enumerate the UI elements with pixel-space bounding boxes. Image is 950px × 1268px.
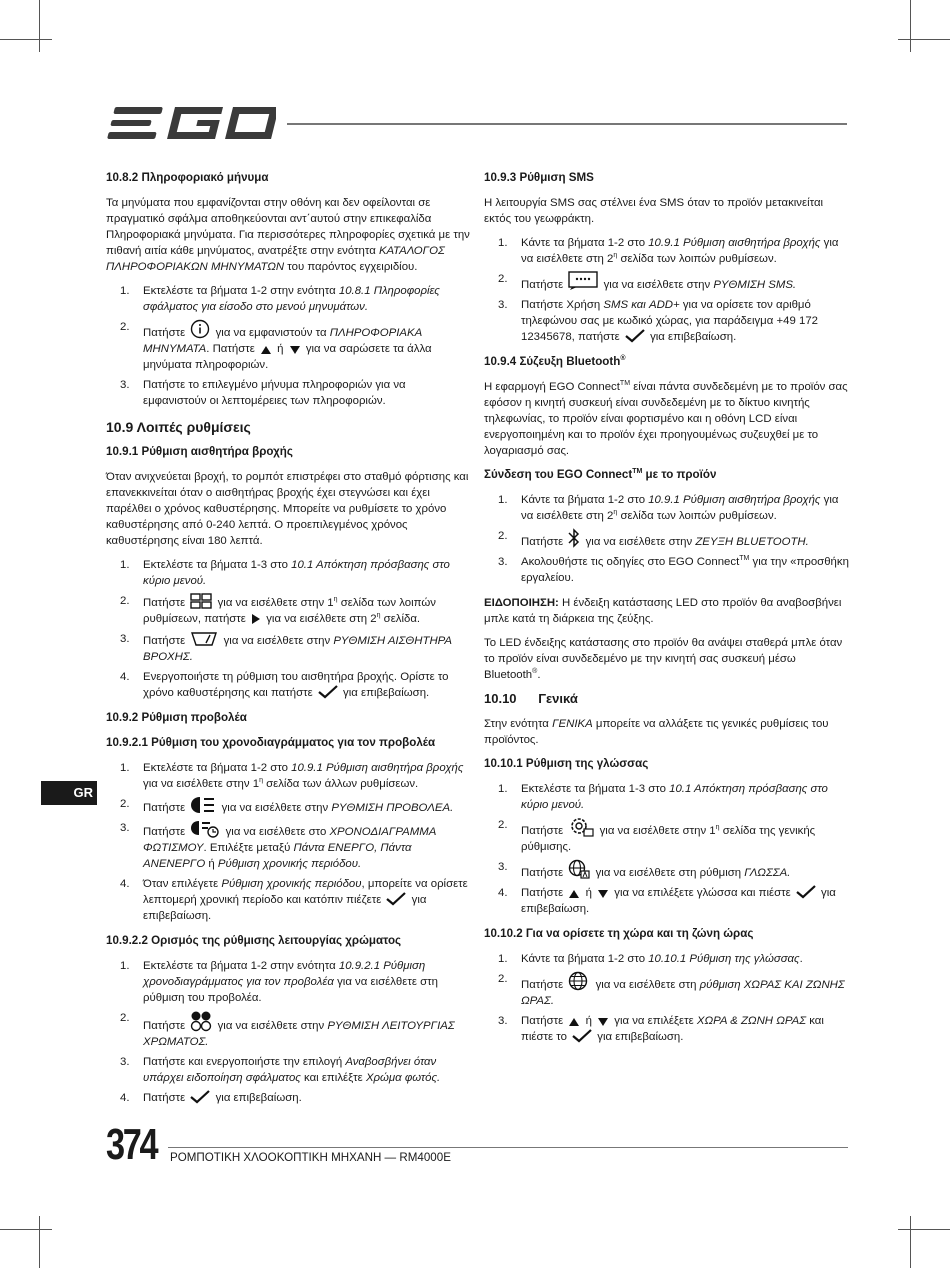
headlight-icon [190,796,216,814]
language-icon [568,859,590,879]
list-item: 3. Πατήστε ή για να επιλέξετε ΧΩΡΑ & ΖΩΝΗ ΩΡΑΣ και πιέστε το για επιβεβαίωση. [498,1015,824,1043]
section-10-9-3-title: 10.9.3 Ρύθμιση SMS [484,171,594,184]
section-10-9-4-intro: Η εφαρμογή EGO Connect™ είναι πάντα συνδεδεμένη με το προϊόν σας εφόσον η κινητή συσκευή είναι συνδεδεμένη με το δίκτυο κινητής τηλεφωνίας, το προϊόν είναι φορτισμένο και η οθόνη LCD είναι ενεργοποιημένη και το προϊόν έχει προηγουμένως συζευχθεί με το λογαριασμό σας. [484,380,848,457]
section-10-10-2-title: 10.10.2 Για να ορίσετε τη χώρα και τη ζώνη ώρας [484,927,754,940]
list-item: 3. Πατήστε για να εισέλθετε στην ΡΥΘΜΙΣΗ ΑΙΣΘΗΤΗΡΑ ΒΡΟΧΗΣ. [120,633,452,663]
section-10-9-2-1-title: 10.9.2.1 Ρύθμιση του χρονοδιαγράμματος για τον προβολέα [106,736,436,749]
section-10-8-2-title: 10.8.2 Πληροφοριακό μήνυμα [106,171,269,184]
right-column [484,170,849,1054]
list-item: 3. Πατήστε Χρήση SMS και ADD+ για να ορίσετε τον αριθμό τηλεφώνου σας με κωδικό χώρας, για παράδειγμα +49 172 12345678, πατήστε για επιβεβαίωση. [498,299,818,343]
ego-connect-title: Σύνδεση του EGO Connect™ με το προϊόν [484,468,717,481]
rain-sensor-icon [190,631,218,647]
arrow-up-icon [568,1017,580,1027]
section-10-9-2-2-title: 10.9.2.2 Ορισμός της ρύθμισης λειτουργίας χρώματος [106,934,402,947]
section-10-9-3-steps [484,235,849,345]
list-item: 2. Πατήστε για να εισέλθετε στην ΡΥΘΜΙΣΗ SMS. [498,273,797,291]
list-item: 2. Πατήστε για να εισέλθετε στην $1^\eta$ σελίδα της γενικής ρύθμισης. [498,819,816,853]
list-item: 1. Εκτελέστε τα βήματα 1-2 στην ενότητα 10.8.1 Πληροφορίες σφάλματος για είσοδο στο μενού μηνυμάτων. [120,285,440,313]
led-paragraph: Το LED ένδειξης κατάστασης στο προϊόν θα ανάψει σταθερά μπλε όταν το προϊόν είναι συνδεδεμένο με την κινητή σας συσκευή μέσω Bluetooth®. [484,637,843,681]
arrow-up-icon [568,889,580,899]
section-10-9-1-title: 10.9.1 Ρύθμιση αισθητήρα βροχής [106,445,293,458]
section-10-8-2-steps [106,283,471,409]
timezone-globe-icon [568,971,590,991]
list-item: 2. Πατήστε για να εμφανιστούν τα ΠΛΗΡΟΦΟΡΙΑΚΑ ΜΗΝΥΜΑΤΑ. Πατήστε ή για να σαρώσετε τα άλλα μηνύματα πληροφοριών. [120,321,432,371]
arrow-down-icon [597,889,609,899]
list-item: 2. Πατήστε για να εισέλθετε στη ρύθμιση ΧΩΡΑΣ ΚΑΙ ΖΩΝΗΣ ΩΡΑΣ. [498,973,845,1007]
checkmark-icon [190,1090,210,1104]
checkmark-icon [796,885,816,899]
section-10-9-2-1-steps [106,760,471,924]
section-10-10-intro: Στην ενότητα ΓΕΝΙΚΑ μπορείτε να αλλάξετε τις γενικές ρυθμίσεις του προϊόντος. [484,718,829,746]
notice-paragraph: ΕΙΔΟΠΟΙΗΣΗ: Η ένδειξη κατάστασης LED στο προϊόν θα αναβοσβήνει μπλε κατά τη διάρκεια της ζεύξης. [484,597,842,625]
bluetooth-icon [568,528,580,548]
headlight-schedule-icon [190,820,220,838]
section-10-9-1-intro: Όταν ανιχνεύεται βροχή, το ρομπότ επιστρέφει στο σταθμό φόρτισης και επανεκκινείται όταν ο αισθητήρας βροχής έχει στεγνώσει και έχει παρέλθει ο χρόνος καθυστέρησης. Μπορείτε να ρυθμίσετε το χρόνο καθυστέρησης από 0-240 λεπτά. Ο προεπιλεγμένος χρόνος καθυστέρησης είναι 180 λεπτά. [106,471,469,547]
list-item: 4. Πατήστε ή για να επιλέξετε γλώσσα και πιέστε για επιβεβαίωση. [498,887,836,915]
checkmark-icon [625,329,645,343]
crop-mark [898,1229,950,1230]
crop-mark [0,1229,52,1230]
section-10-9-1-steps [106,557,471,701]
page-number: 374 [106,1120,157,1169]
checkmark-icon [318,685,338,699]
footer-rule [168,1147,848,1148]
list-item: 4. Ενεργοποιήστε τη ρύθμιση του αισθητήρα βροχής. Ορίστε το χρόνο καθυστέρησης και πατήστε για επιβεβαίωση. [120,671,449,699]
section-10-10-title: 10.10 Γενικά [484,691,578,706]
grid-menu-icon [190,593,212,609]
list-item: 3. Πατήστε για να εισέλθετε στη ρύθμιση ΓΛΩΣΣΑ. [498,861,791,879]
section-10-10-2-steps [484,951,849,1045]
list-item: 3. Πατήστε και ενεργοποιήστε την επιλογή Αναβοσβήνει όταν υπάρχει ειδοποίηση σφάλματος και επιλέξτε Χρώμα φωτός. [120,1056,441,1084]
section-10-10-1-steps [484,781,849,917]
color-mode-icon [190,1010,212,1032]
crop-mark [910,1216,911,1268]
ego-logo [106,103,276,143]
ego-connect-steps [484,492,849,586]
crop-mark [39,0,40,52]
section-10-9-2-title: 10.9.2 Ρύθμιση προβολέα [106,711,247,724]
arrow-down-icon [597,1017,609,1027]
list-item: 2. Πατήστε για να εισέλθετε στην ΖΕΥΞΗ BLUETOOTH. [498,530,809,548]
list-item: 2. Πατήστε για να εισέλθετε στην ΡΥΘΜΙΣΗ ΠΡΟΒΟΛΕΑ. [120,798,454,814]
sms-icon [568,271,598,291]
list-item: 2. Πατήστε για να εισέλθετε στην ΡΥΘΜΙΣΗ ΛΕΙΤΟΥΡΓΙΑΣ ΧΡΩΜΑΤΟΣ. [120,1012,455,1048]
footer-title: ΡΟΜΠΟΤΙΚΗ ΧΛΟΟΚΟΠΤΙΚΗ ΜΗΧΑΝΗ — RM4000E [170,1151,451,1164]
crop-mark [0,39,52,40]
section-10-9-3-intro: Η λειτουργία SMS σας στέλνει ένα SMS όταν το προϊόν μετακινείται εκτός του γεωφράκτη. [484,197,824,225]
section-10-8-2-intro: Τα μηνύματα που εμφανίζονται στην οθόνη και δεν οφείλονται σε πραγματικό σφάλμα αποθηκεύονται αντ΄αυτού στην επικεφαλίδα Πληροφοριακά μηνύματα. Για περισσότερες πληροφορίες σχετικά με την πιθανή αιτία κάθε μηνύματος, ανατρέξτε στην ενότητα ΚΑΤΑΛΟΓΟΣ ΠΛΗΡΟΦΟΡΙΑΚΩΝ ΜΗΝΥΜΑΤΩΝ του παρόντος εγχειριδίου. [106,197,470,273]
language-tab: GR [41,781,97,805]
list-item: 1. Εκτελέστε τα βήματα 1-3 στο 10.1 Απόκτηση πρόσβασης στο κύριο μενού. [498,783,828,811]
list-item: 2. Πατήστε για να εισέλθετε στην $1^\eta$ σελίδα των λοιπών ρυθμίσεων, πατήστε για να εισέλθετε στη $2^\eta$ σελίδα. [120,595,436,625]
section-10-10-1-title: 10.10.1 Ρύθμιση της γλώσσας [484,757,649,770]
list-item: 3. Πατήστε για να εισέλθετε στο ΧΡΟΝΟΔΙΑΓΡΑΜΜΑ ΦΩΤΙΣΜΟΥ. Επιλέξτε μεταξύ Πάντα ΕΝΕΡΓΟ, Πάντα ΑΝΕΝΕΡΓΟ ή Ρύθμιση χρονικής περιόδου. [120,822,436,870]
crop-mark [910,0,911,52]
general-settings-icon [568,817,594,837]
arrow-right-icon [251,613,261,625]
list-item: 4. Πατήστε για επιβεβαίωση. [120,1092,302,1104]
checkmark-icon [572,1029,592,1043]
arrow-up-icon [260,345,272,355]
section-10-9-4-title: 10.9.4 Σύζευξη Bluetooth® [484,355,626,368]
info-icon [190,319,210,339]
list-item: 1. Εκτελέστε τα βήματα 1-2 στο 10.9.1 Ρύθμιση αισθητήρα βροχής για να εισέλθετε στην $1^\eta$ σελίδα των άλλων ρυθμίσεων. [120,762,464,790]
arrow-down-icon [289,345,301,355]
checkmark-icon [386,892,406,906]
list-item: 1. Εκτελέστε τα βήματα 1-3 στο 10.1 Απόκτηση πρόσβασης στο κύριο μενού. [120,559,450,587]
crop-mark [898,39,950,40]
list-item: 1. Κάντε τα βήματα 1-2 στο 10.10.1 Ρύθμιση της γλώσσας. [498,953,803,965]
crop-mark [39,1216,40,1268]
list-item: 1. Κάντε τα βήματα 1-2 στο 10.9.1 Ρύθμιση αισθητήρα βροχής για να εισέλθετε στη $2^\eta$ σελίδα των λοιπών ρυθμίσεων. [498,494,839,522]
list-item: 1. Κάντε τα βήματα 1-2 στο 10.9.1 Ρύθμιση αισθητήρα βροχής για να εισέλθετε στη $2^\eta$ σελίδα των λοιπών ρυθμίσεων. [498,237,839,265]
left-column [106,170,471,1115]
list-item: 1. Εκτελέστε τα βήματα 1-2 στην ενότητα 10.9.2.1 Ρύθμιση χρονοδιαγράμματος για τον προβολέα για να εισέλθετε στη ρύθμιση του προβολέα. [120,960,438,1004]
list-item: 4. Όταν επιλέγετε Ρύθμιση χρονικής περιόδου, μπορείτε να ορίσετε λεπτομερή χρονική περίοδο και κατόπιν πιέζετε για επιβεβαίωση. [120,878,468,922]
section-10-9-2-2-steps [106,958,471,1106]
header-rule [287,123,847,125]
list-item: 3. Ακολουθήστε τις οδηγίες στο EGO Connect™ για την «προσθήκη εργαλείου. [498,555,849,584]
section-10-9-title: 10.9 Λοιπές ρυθμίσεις [106,419,251,435]
list-item: 3. Πατήστε το επιλεγμένο μήνυμα πληροφοριών για να εμφανιστούν οι λεπτομέρειες των πληροφοριών. [120,379,406,407]
